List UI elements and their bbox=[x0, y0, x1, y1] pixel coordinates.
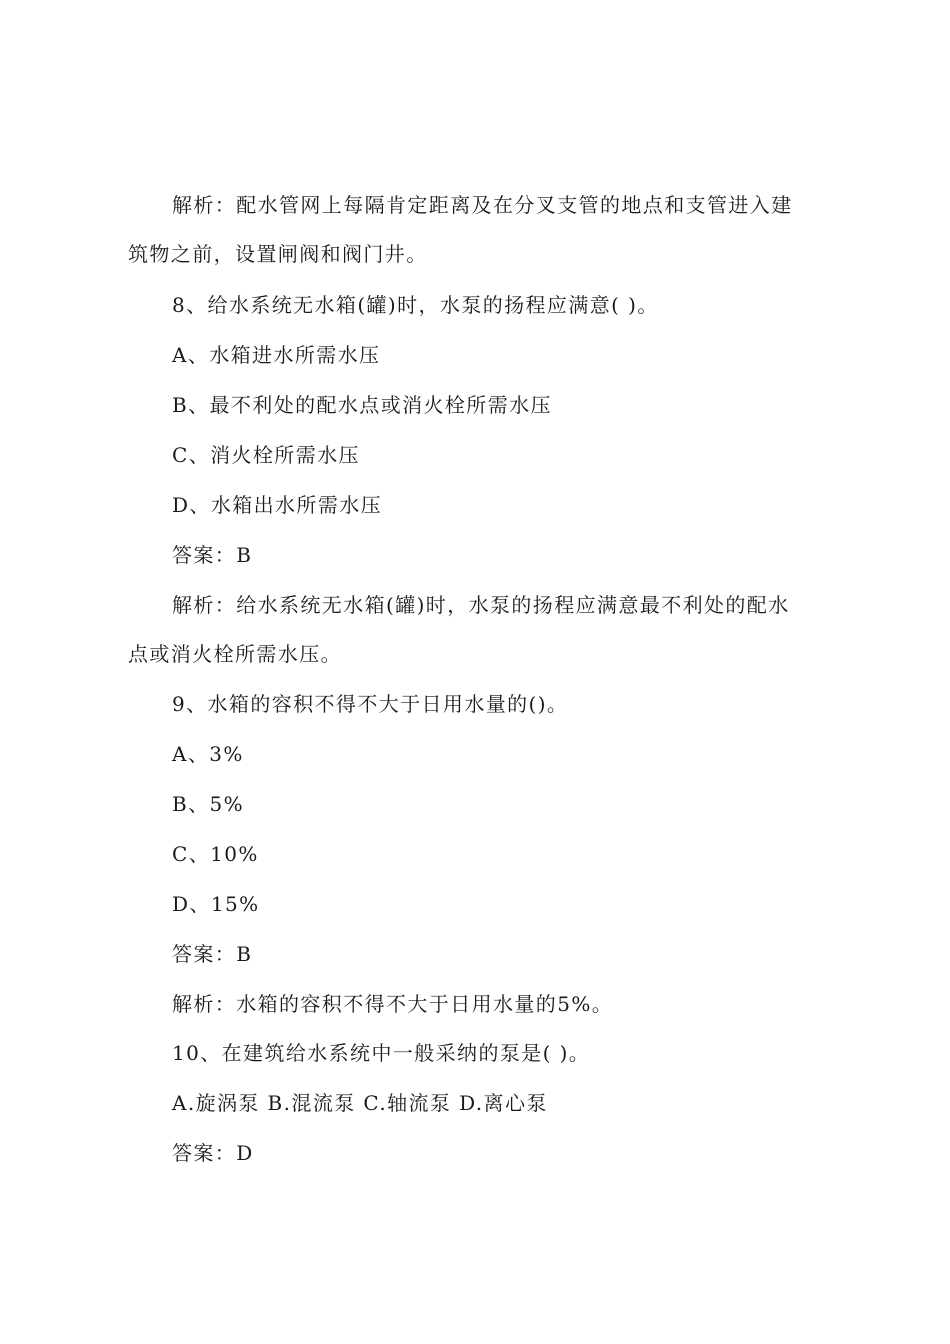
explanation-9: 解析：水箱的容积不得不大于日用水量的5%。 bbox=[172, 992, 614, 1016]
explanation-8-line-1: 解析：给水系统无水箱(罐)时，水泵的扬程应满意最不利处的配水 bbox=[172, 593, 790, 617]
question-8-answer: 答案：B bbox=[172, 543, 253, 567]
question-9-answer: 答案：B bbox=[172, 942, 253, 966]
question-9: 9、水箱的容积不得不大于日用水量的()。 bbox=[172, 692, 569, 716]
question-10-options: A.旋涡泵 B.混流泵 C.轴流泵 D.离心泵 bbox=[172, 1091, 548, 1115]
question-9-option-d: D、15% bbox=[172, 892, 260, 916]
question-10: 10、在建筑给水系统中一般采纳的泵是( )。 bbox=[172, 1041, 591, 1065]
question-9-option-a: A、3% bbox=[172, 742, 244, 766]
question-8-option-b: B、最不利处的配水点或消火栓所需水压 bbox=[172, 393, 552, 417]
question-9-option-b: B、5% bbox=[172, 792, 245, 816]
question-8-option-a: A、水箱进水所需水压 bbox=[172, 343, 381, 367]
explanation-8-line-2: 点或消火栓所需水压。 bbox=[128, 642, 342, 666]
question-8: 8、给水系统无水箱(罐)时，水泵的扬程应满意( )。 bbox=[172, 293, 659, 317]
explanation-7-line-1: 解析：配水管网上每隔肯定距离及在分叉支管的地点和支管进入建 bbox=[172, 193, 793, 217]
question-8-option-d: D、水箱出水所需水压 bbox=[172, 493, 383, 517]
question-9-option-c: C、10% bbox=[172, 842, 259, 866]
question-8-option-c: C、消火栓所需水压 bbox=[172, 443, 360, 467]
question-10-answer: 答案：D bbox=[172, 1141, 254, 1165]
explanation-7-line-2: 筑物之前，设置闸阀和阀门井。 bbox=[128, 242, 428, 266]
